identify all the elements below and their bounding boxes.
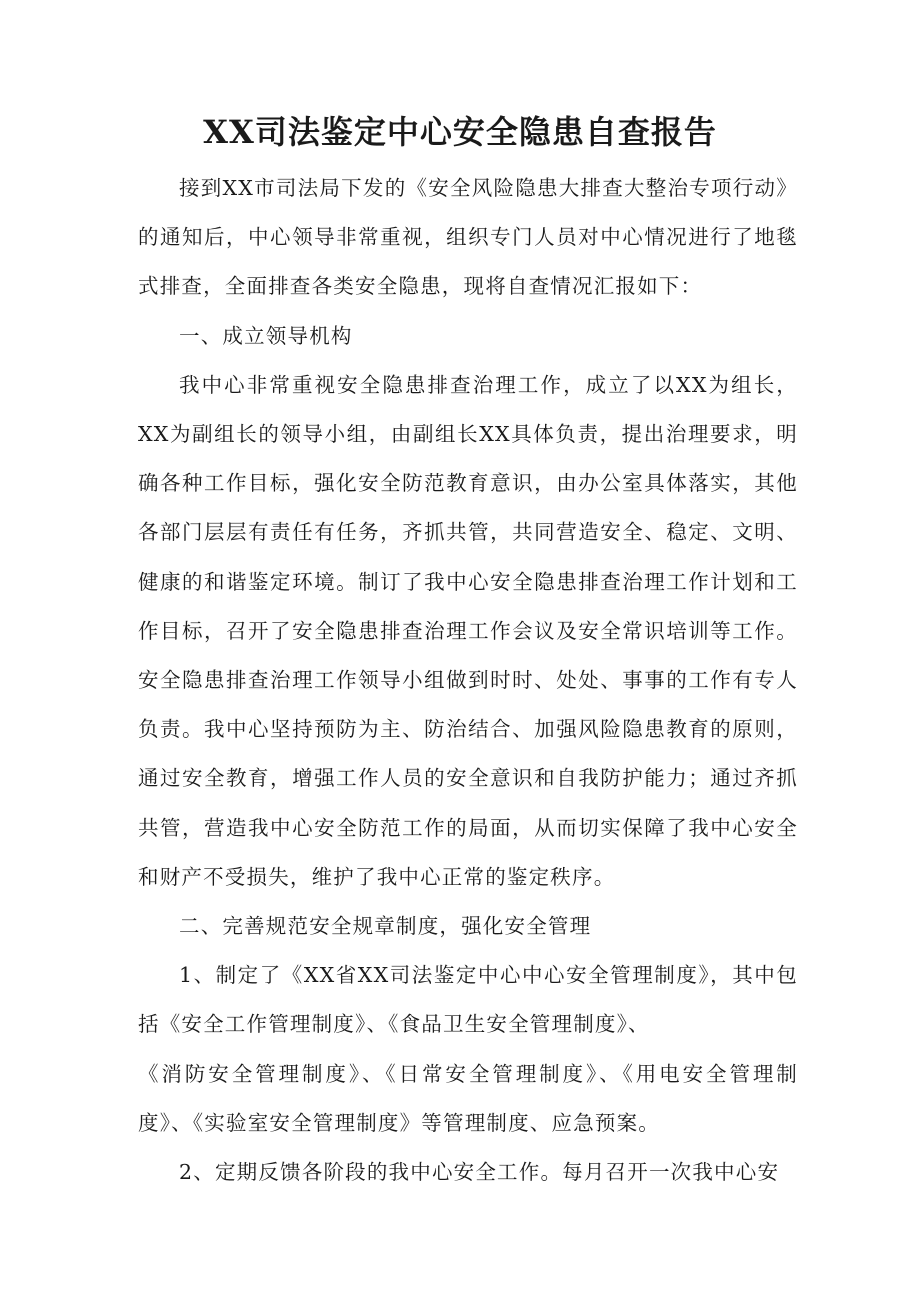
section-heading-1: 一、成立领导机构 xyxy=(179,323,353,348)
leadership-paragraph: 我中心非常重视安全隐患排查治理工作，成立了以XX为组长，XX为副组长的领导小组，由副组长XX具体负责，提出治理要求，明确各种工作目标，强化安全防范教育意识，由办公室具体落实，其他各部门层层有责任有任务，齐抓共管，共同营造安全、稳定、文明、健康的和谐鉴定环境。制订了我中心安全隐患排查治理工作计划和工作目标，召开了安全隐患排查治理工作会议及安全常识培训等工作。安全隐患排查治理工作领导小组做到时时、处处、事事的工作有专人负责。我中心坚持预防为主、防治结合、加强风险隐患教育的原则，通过安全教育，增强工作人员的安全意识和自我防护能力；通过齐抓共管，营造我中心安全防范工作的局面，从而切实保障了我中心安全和财产不受损失，维护了我中心正常的鉴定秩序。 xyxy=(138,372,798,889)
item-1-paragraph: 1、制定了《XX省XX司法鉴定中心中心安全管理制度》，其中包括《安全工作管理制度》、《食品卫生安全管理制度》、 xyxy=(138,963,798,1037)
section-heading-2: 二、完善规范安全规章制度，强化安全管理 xyxy=(179,914,592,939)
item-1-continuation: 《消防安全管理制度》、《日常安全管理制度》、《用电安全管理制度》、《实验室安全管理制度》等管理制度、应急预案。 xyxy=(138,1061,798,1135)
intro-paragraph: 接到XX市司法局下发的《安全风险隐患大排查大整治专项行动》的通知后，中心领导非常重视，组织专门人员对中心情况进行了地毯式排查，全面排查各类安全隐患，现将自查情况汇报如下： xyxy=(138,176,798,299)
item-2-paragraph: 2、定期反馈各阶段的我中心安全工作。每月召开一次我中心安 xyxy=(179,1160,780,1185)
document-body xyxy=(138,164,798,1197)
page-title: XX司法鉴定中心安全隐患自查报告 xyxy=(203,113,717,151)
